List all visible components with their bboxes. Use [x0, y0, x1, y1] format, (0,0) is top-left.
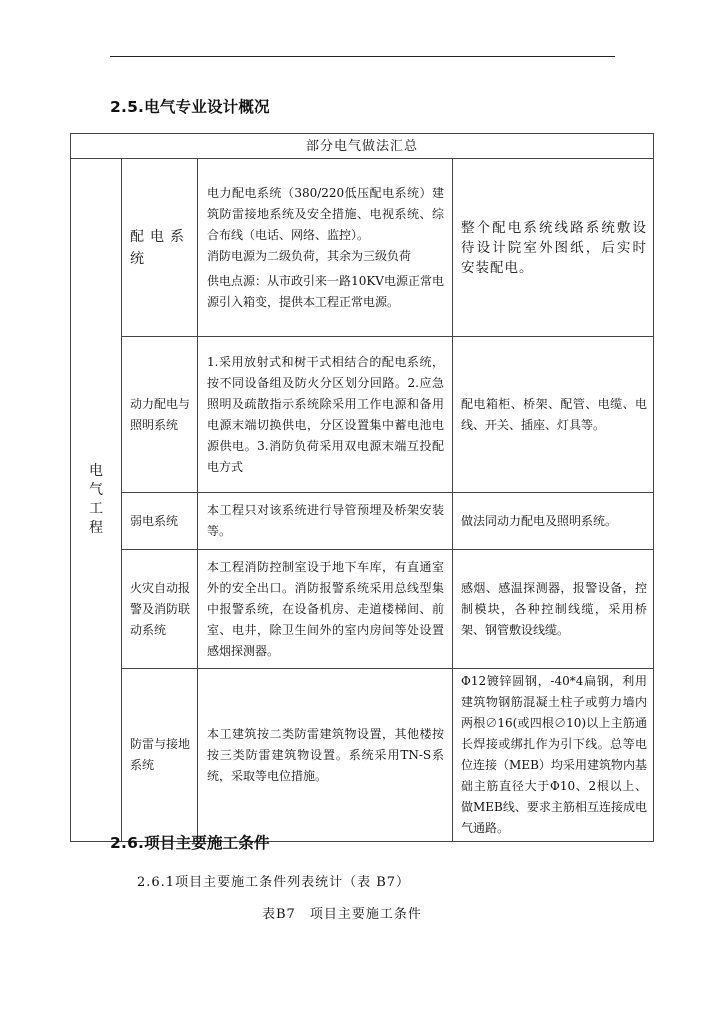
table-row — [71, 550, 654, 669]
subsection-heading: 2.6.1项目主要施工条件列表统计（表 B7） — [137, 875, 411, 890]
description-text: 本工建筑按二类防雷建筑物设置，其他楼按按三类防雷建筑物设置。系统采用TN-S系统，采取等电位措施。 — [198, 669, 453, 842]
system-name: 火灾自动报警及消防联动系统 — [122, 550, 198, 669]
contractor-cell: Φ12镀锌圆钢，-40*4扁钢，利用建筑物钢筋混凝土柱子或剪力墙内两根∅16(或四根∅10)以上主筋通长焊接或绑扎作为引下线。总等电位连接（MEB）均采用建筑物内基础主筋直径大于Φ10、2根以上、做MEB线、要求主筋相互连接成电气通路。 — [453, 669, 654, 842]
table-row — [71, 337, 654, 493]
description-text: 本工程只对该系统进行导管预埋及桥架安装等。 — [198, 493, 453, 550]
table-b7-caption — [262, 903, 422, 922]
table-caption-row — [71, 134, 654, 159]
system-name: 防雷与接地系统 — [122, 669, 198, 842]
category-cell — [71, 159, 122, 842]
electrical-summary-table — [70, 133, 654, 842]
description-text: 供电点源：从市政引来一路10KV电源正常电源引入箱变，提供本工程正常电源。 — [207, 273, 444, 309]
system-name: 配电系统 — [122, 159, 198, 337]
table-b7-label: 表B7 — [262, 907, 296, 922]
table-row — [71, 159, 654, 337]
system-name: 弱电系统 — [122, 493, 198, 550]
contractor-cell: 做法同动力配电及照明系统。 — [453, 493, 654, 550]
description-text: 本工程消防控制室设于地下车库，有直通室外的安全出口。消防报警系统采用总线型集中报警系统，在设备机房、走道楼梯间、前室、电井，除卫生间外的室内房间等处设置感烟探测器。 — [198, 550, 453, 669]
system-name: 动力配电与照明系统 — [122, 337, 198, 493]
section-heading-2-6: 2.6.项目主要施工条件 — [110, 834, 270, 852]
category-label: 电气工程 — [89, 463, 103, 536]
table-b7-title: 项目主要施工条件 — [309, 907, 422, 922]
table-row — [71, 669, 654, 842]
table-caption: 部分电气做法汇总 — [71, 134, 654, 159]
contractor-cell: 配电箱柜、桥架、配管、电缆、电线、开关、插座、灯具等。 — [453, 337, 654, 493]
contractor-cell: 整个配电系统线路系统敷设待设计院室外图纸，后实时安装配电。 — [453, 159, 654, 337]
section-heading-2-5: 2.5.电气专业设计概况 — [110, 98, 270, 116]
table-row — [71, 493, 654, 550]
description-text: 消防电源为二级负荷，其余为三级负荷 — [207, 248, 412, 263]
description-text: 1.采用放射式和树干式相结合的配电系统，按不同设备组及防火分区划分回路。2.应急照明及疏散指示系统除采用工作电源和备用电源末端切换供电，分区设置集中蓄电池电源供电。3.消防负荷采用双电源末端互投配电方式 — [198, 337, 453, 493]
contractor-cell: 感烟、感温探测器，报警设备，控制模块，各种控制线缆，采用桥架、钢管敷设线缆。 — [453, 550, 654, 669]
description-cell — [198, 159, 453, 337]
description-text: 电力配电系统（380/220低压配电系统）建筑防雷接地系统及安全措施、电视系统、综合布线（电话、网络、监控）。 — [207, 185, 444, 242]
header-rule — [110, 56, 615, 57]
